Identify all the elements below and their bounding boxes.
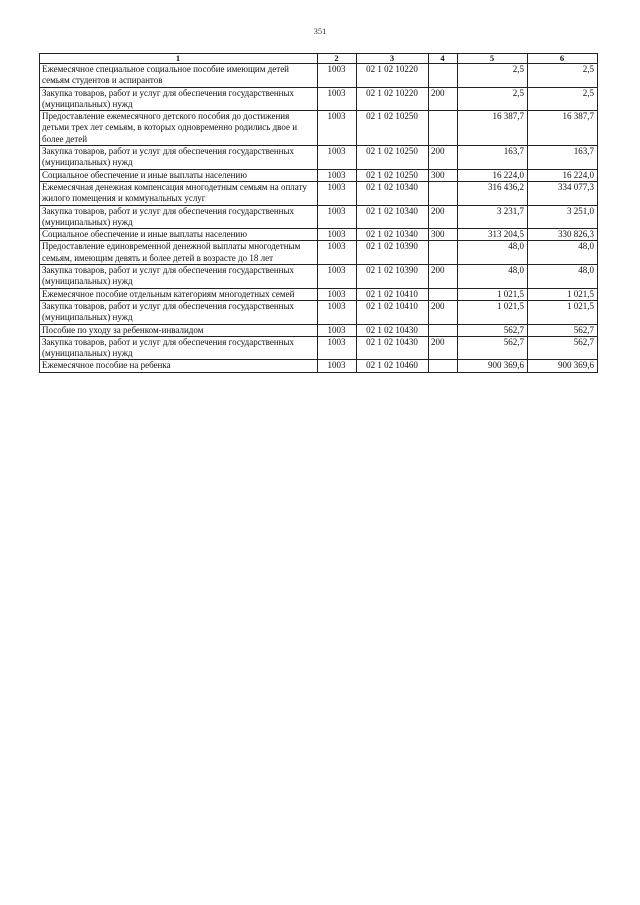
section-code-cell: 1003 bbox=[318, 300, 357, 324]
amount-year2-cell: 48,0 bbox=[528, 241, 598, 265]
target-article-cell: 02 1 02 10340 bbox=[357, 229, 429, 241]
section-code-cell: 1003 bbox=[318, 146, 357, 170]
target-article-cell: 02 1 02 10220 bbox=[357, 64, 429, 88]
amount-year2-cell: 562,7 bbox=[528, 324, 598, 336]
section-code-cell: 1003 bbox=[318, 265, 357, 289]
amount-year2-cell: 16 224,0 bbox=[528, 169, 598, 181]
table-row bbox=[40, 146, 598, 170]
budget-table bbox=[39, 53, 598, 373]
section-code-cell: 1003 bbox=[318, 360, 357, 372]
section-code-cell: 1003 bbox=[318, 288, 357, 300]
table-row bbox=[40, 111, 598, 146]
expense-kind-cell bbox=[429, 360, 458, 372]
expense-kind-cell bbox=[429, 288, 458, 300]
expense-kind-cell: 300 bbox=[429, 169, 458, 181]
table-row bbox=[40, 64, 598, 88]
amount-year1-cell: 48,0 bbox=[458, 241, 528, 265]
amount-year2-cell: 163,7 bbox=[528, 146, 598, 170]
expense-name-cell: Социальное обеспечение и иные выплаты населению bbox=[40, 229, 318, 241]
target-article-cell: 02 1 02 10250 bbox=[357, 111, 429, 146]
section-code-cell: 1003 bbox=[318, 241, 357, 265]
expense-kind-cell bbox=[429, 111, 458, 146]
column-header: 3 bbox=[357, 54, 429, 64]
target-article-cell: 02 1 02 10430 bbox=[357, 336, 429, 360]
expense-name-cell: Ежемесячное пособие отдельным категориям многодетных семей bbox=[40, 288, 318, 300]
section-code-cell: 1003 bbox=[318, 111, 357, 146]
column-header: 2 bbox=[318, 54, 357, 64]
header-row bbox=[40, 54, 598, 64]
table-row bbox=[40, 241, 598, 265]
amount-year1-cell: 16 224,0 bbox=[458, 169, 528, 181]
expense-name-cell: Закупка товаров, работ и услуг для обеспечения государственных (муниципальных) нужд bbox=[40, 300, 318, 324]
table-row bbox=[40, 360, 598, 372]
amount-year1-cell: 2,5 bbox=[458, 87, 528, 111]
expense-kind-cell bbox=[429, 64, 458, 88]
amount-year2-cell: 1 021,5 bbox=[528, 288, 598, 300]
amount-year2-cell: 330 826,3 bbox=[528, 229, 598, 241]
amount-year2-cell: 3 251,0 bbox=[528, 205, 598, 229]
expense-name-cell: Ежемесячное пособие на ребенка bbox=[40, 360, 318, 372]
amount-year2-cell: 2,5 bbox=[528, 87, 598, 111]
section-code-cell: 1003 bbox=[318, 181, 357, 205]
section-code-cell: 1003 bbox=[318, 87, 357, 111]
table-row bbox=[40, 205, 598, 229]
amount-year1-cell: 163,7 bbox=[458, 146, 528, 170]
table-row bbox=[40, 336, 598, 360]
expense-name-cell: Социальное обеспечение и иные выплаты населению bbox=[40, 169, 318, 181]
table-body bbox=[40, 64, 598, 373]
expense-name-cell: Ежемесячное специальное социальное пособие имеющим детей семьям студентов и аспирантов bbox=[40, 64, 318, 88]
column-header: 4 bbox=[429, 54, 458, 64]
section-code-cell: 1003 bbox=[318, 336, 357, 360]
section-code-cell: 1003 bbox=[318, 229, 357, 241]
expense-kind-cell: 200 bbox=[429, 87, 458, 111]
amount-year1-cell: 313 204,5 bbox=[458, 229, 528, 241]
expense-kind-cell: 200 bbox=[429, 205, 458, 229]
target-article-cell: 02 1 02 10250 bbox=[357, 146, 429, 170]
expense-kind-cell bbox=[429, 324, 458, 336]
amount-year2-cell: 562,7 bbox=[528, 336, 598, 360]
expense-kind-cell bbox=[429, 241, 458, 265]
table-row bbox=[40, 229, 598, 241]
expense-name-cell: Предоставление единовременной денежной выплаты многодетным семьям, имеющим девять и более детей в возрасте до 18 лет bbox=[40, 241, 318, 265]
expense-name-cell: Закупка товаров, работ и услуг для обеспечения государственных (муниципальных) нужд bbox=[40, 87, 318, 111]
target-article-cell: 02 1 02 10340 bbox=[357, 205, 429, 229]
column-header: 6 bbox=[528, 54, 598, 64]
amount-year1-cell: 16 387,7 bbox=[458, 111, 528, 146]
page-number: 351 bbox=[313, 26, 327, 36]
expense-name-cell: Закупка товаров, работ и услуг для обеспечения государственных (муниципальных) нужд bbox=[40, 205, 318, 229]
target-article-cell: 02 1 02 10390 bbox=[357, 241, 429, 265]
target-article-cell: 02 1 02 10430 bbox=[357, 324, 429, 336]
expense-name-cell: Пособие по уходу за ребенком-инвалидом bbox=[40, 324, 318, 336]
table-row bbox=[40, 169, 598, 181]
section-code-cell: 1003 bbox=[318, 169, 357, 181]
section-code-cell: 1003 bbox=[318, 324, 357, 336]
section-code-cell: 1003 bbox=[318, 64, 357, 88]
amount-year1-cell: 316 436,2 bbox=[458, 181, 528, 205]
target-article-cell: 02 1 02 10250 bbox=[357, 169, 429, 181]
table-row bbox=[40, 324, 598, 336]
table-row bbox=[40, 300, 598, 324]
amount-year2-cell: 1 021,5 bbox=[528, 300, 598, 324]
amount-year1-cell: 1 021,5 bbox=[458, 300, 528, 324]
section-code-cell: 1003 bbox=[318, 205, 357, 229]
target-article-cell: 02 1 02 10340 bbox=[357, 181, 429, 205]
amount-year1-cell: 900 369,6 bbox=[458, 360, 528, 372]
amount-year1-cell: 48,0 bbox=[458, 265, 528, 289]
expense-kind-cell bbox=[429, 181, 458, 205]
expense-name-cell: Закупка товаров, работ и услуг для обеспечения государственных (муниципальных) нужд bbox=[40, 336, 318, 360]
amount-year2-cell: 334 077,3 bbox=[528, 181, 598, 205]
expense-name-cell: Закупка товаров, работ и услуг для обеспечения государственных (муниципальных) нужд bbox=[40, 146, 318, 170]
amount-year2-cell: 48,0 bbox=[528, 265, 598, 289]
expense-kind-cell: 200 bbox=[429, 300, 458, 324]
amount-year2-cell: 900 369,6 bbox=[528, 360, 598, 372]
amount-year1-cell: 3 231,7 bbox=[458, 205, 528, 229]
table-row bbox=[40, 288, 598, 300]
column-header: 5 bbox=[458, 54, 528, 64]
expense-name-cell: Закупка товаров, работ и услуг для обеспечения государственных (муниципальных) нужд bbox=[40, 265, 318, 289]
amount-year2-cell: 16 387,7 bbox=[528, 111, 598, 146]
expense-kind-cell: 200 bbox=[429, 336, 458, 360]
amount-year2-cell: 2,5 bbox=[528, 64, 598, 88]
amount-year1-cell: 562,7 bbox=[458, 336, 528, 360]
expense-kind-cell: 200 bbox=[429, 265, 458, 289]
amount-year1-cell: 1 021,5 bbox=[458, 288, 528, 300]
table-row bbox=[40, 181, 598, 205]
target-article-cell: 02 1 02 10410 bbox=[357, 300, 429, 324]
amount-year1-cell: 2,5 bbox=[458, 64, 528, 88]
target-article-cell: 02 1 02 10460 bbox=[357, 360, 429, 372]
table-row bbox=[40, 87, 598, 111]
expense-name-cell: Ежемесячная денежная компенсация многодетным семьям на оплату жилого помещения и коммунальных услуг bbox=[40, 181, 318, 205]
expense-kind-cell: 300 bbox=[429, 229, 458, 241]
amount-year1-cell: 562,7 bbox=[458, 324, 528, 336]
expense-name-cell: Предоставление ежемесячного детского пособия до достижения детьми трех лет семьям, в которых одновременно родились двое и более детей bbox=[40, 111, 318, 146]
expense-kind-cell: 200 bbox=[429, 146, 458, 170]
target-article-cell: 02 1 02 10410 bbox=[357, 288, 429, 300]
table-row bbox=[40, 265, 598, 289]
target-article-cell: 02 1 02 10390 bbox=[357, 265, 429, 289]
target-article-cell: 02 1 02 10220 bbox=[357, 87, 429, 111]
column-header: 1 bbox=[40, 54, 318, 64]
